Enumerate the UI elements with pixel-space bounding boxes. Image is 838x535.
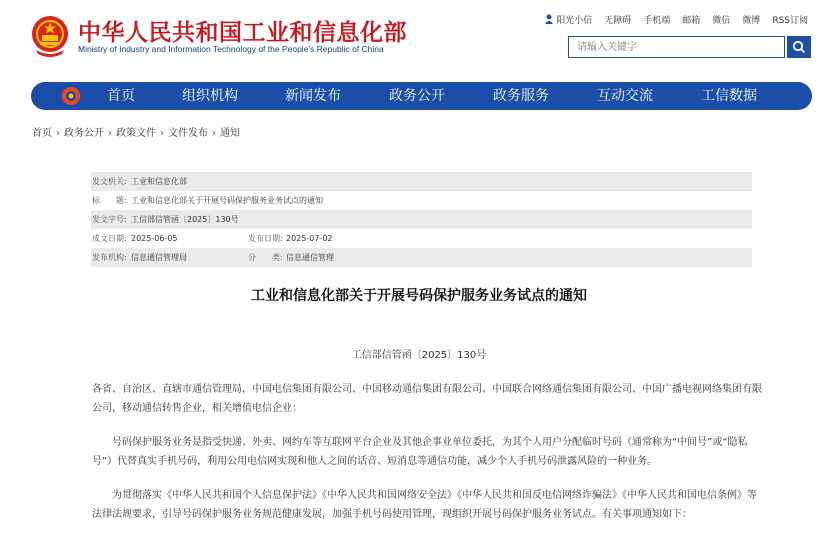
info-label: 发文机关: (92, 177, 127, 186)
info-value: 工业和信息化部关于开展号码保护服务业务试点的通知 (131, 196, 323, 205)
info-label: 发文字号: (92, 215, 127, 224)
article-paragraph: 号码保护服务业务是指受快递、外卖、网约车等互联网平台企业及其他企事业单位委托，为其个人用户分配临时号码（通常称为“中间号”或“隐私号”）代替真实手机号码，利用公用电信网实现和他人之间的话音、短消息等通信功能，减少个人手机号码泄露风险的一种业务。 (92, 437, 748, 467)
breadcrumb-home[interactable]: 首页 (32, 128, 52, 139)
nav-gov-services[interactable]: 政务服务 (493, 88, 549, 104)
info-value: 工业和信息化部 (131, 177, 187, 186)
info-row-org (91, 248, 752, 267)
search-input[interactable] (568, 36, 785, 58)
search-icon (792, 40, 806, 54)
toplink-mail[interactable]: 邮箱 (682, 16, 701, 26)
info-label: 发布机构: (92, 253, 127, 262)
ministry-logo-icon (61, 86, 81, 106)
toplink-wechat[interactable]: 微信 (712, 16, 731, 26)
article-paragraph: 为贯彻落实《中华人民共和国个人信息保护法》《中华人民共和国网络安全法》《中华人民共和国反电信网络诈骗法》《中华人民共和国电信条例》等法律法规要求，引导号码保护服务业务规范健康发展，加强手机号码使用管理，现组织开展号码保护服务业务试点。有关事项通知如下： (92, 490, 757, 520)
site-header (0, 0, 838, 78)
breadcrumb-separator: › (212, 128, 216, 139)
main-nav (31, 82, 812, 110)
nav-organization[interactable]: 组织机构 (182, 88, 238, 104)
document-number: 工信部信管函〔2025〕130号 (351, 350, 487, 361)
breadcrumb-policy[interactable]: 政策文件 (116, 128, 156, 139)
nav-gov-affairs[interactable]: 政务公开 (389, 88, 445, 104)
person-icon (545, 14, 553, 24)
search-button[interactable] (787, 36, 811, 58)
info-label: 成文日期: (92, 234, 127, 243)
info-value: 信息通信管理 (286, 253, 334, 262)
toplink-label: 阳光小信 (556, 16, 593, 26)
info-label: 分 类: (248, 253, 283, 262)
breadcrumb-gov-affairs[interactable]: 政务公开 (64, 128, 104, 139)
info-row-issuer (91, 172, 752, 191)
article-addressee: 各省、自治区、直辖市通信管理局，中国电信集团有限公司、中国移动通信集团有限公司、中国联合网络通信集团有限公司、中国广播电视网络集团有限公司，移动通信转售企业，相关增值电信企业： (92, 384, 762, 414)
toplink-sunshine[interactable] (545, 13, 592, 26)
info-row-title (91, 191, 752, 210)
info-row-number (91, 210, 752, 229)
info-value: 工信部信管函〔2025〕130号 (131, 215, 239, 224)
nav-data[interactable]: 工信数据 (701, 88, 757, 104)
breadcrumb-separator: › (108, 128, 112, 139)
info-row-dates (91, 229, 752, 248)
site-title-cn[interactable]: 中华人民共和国工业和信息化部 (78, 20, 407, 46)
breadcrumb-file-release[interactable]: 文件发布 (168, 128, 208, 139)
nav-news[interactable]: 新闻发布 (285, 88, 341, 104)
national-emblem-icon (30, 14, 70, 58)
breadcrumb-separator: › (160, 128, 164, 139)
breadcrumb (32, 124, 240, 139)
nav-home[interactable]: 首页 (107, 88, 135, 104)
top-links (545, 13, 808, 26)
info-value: 2025-06-05 (131, 234, 178, 243)
toplink-mobile[interactable]: 手机端 (643, 16, 671, 26)
info-label: 发布日期: (248, 234, 283, 243)
info-value: 信息通信管理局 (131, 253, 187, 262)
info-label: 标 题: (92, 196, 127, 205)
document-info-table (91, 172, 752, 267)
nav-interaction[interactable]: 互动交流 (597, 88, 653, 104)
toplink-accessibility[interactable]: 无障碍 (604, 16, 632, 26)
breadcrumb-notice[interactable]: 通知 (220, 128, 240, 139)
info-value: 2025-07-02 (286, 234, 333, 243)
toplink-weibo[interactable]: 微博 (742, 16, 761, 26)
breadcrumb-separator: › (56, 128, 60, 139)
document-title: 工业和信息化部关于开展号码保护服务业务试点的通知 (251, 288, 587, 304)
site-title-en[interactable]: Ministry of Industry and Information Technology of the People's Republic of China (78, 44, 384, 54)
toplink-rss[interactable]: RSS订阅 (772, 16, 808, 26)
